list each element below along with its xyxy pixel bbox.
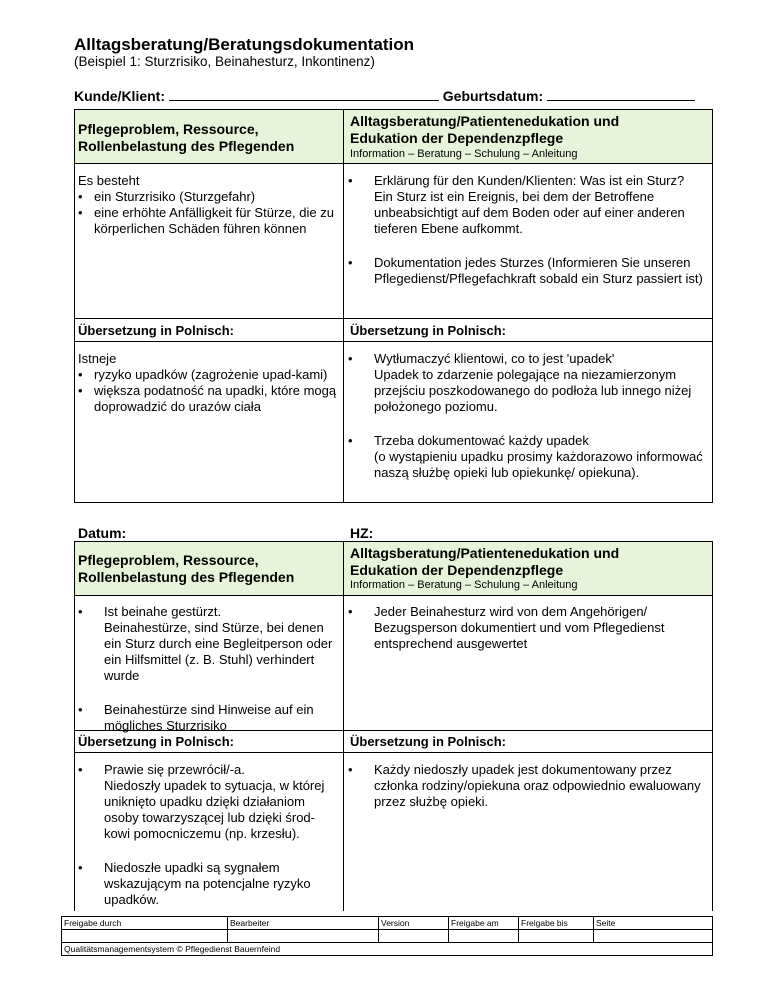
s2-right-subheader: Information – Beratung – Schulung – Anleitung	[350, 579, 578, 591]
client-line	[74, 86, 695, 104]
list-item: • Każdy niedoszły upadek jest dokumentowany przez członka rodziny/opiekuna oraz odpowiednio ewaluowany przez służbę opieki.	[348, 762, 710, 810]
s1-left-content	[78, 173, 338, 237]
footer-copyright: Qualitätsmanagementsystem © Pflegedienst Bauernfeind	[64, 944, 281, 954]
list-item: • eine erhöhte Anfälligkeit für Stürze, die zu körperlichen Schäden führen können	[78, 205, 338, 237]
client-label: Kunde/Klient:	[74, 88, 165, 104]
s1-right-subheader: Information – Beratung – Schulung – Anleitung	[350, 148, 578, 160]
s1-translation-label-left: Übersetzung in Polnisch:	[78, 323, 235, 338]
client-field[interactable]	[169, 86, 439, 101]
s2-left-header: Pflegeproblem, Ressource, Rollenbelastung des Pflegenden	[78, 552, 295, 585]
list-item: • Prawie się przewrócił/-a. Niedoszły upadek to sytuacja, w której uniknięto upadku dzięki działaniom osoby towarzyszącej lub dzięki środ-kowi pomocniczemu (np. krzesłu).	[78, 762, 340, 842]
footer-version: Version	[381, 918, 410, 928]
list-item: • Erklärung für den Kunden/Klienten: Was ist ein Sturz? Ein Sturz ist ein Ereignis, bei dem der Betroffene unbeabsichtigt auf dem Boden oder auf einer anderen tieferen Ebene aufkommt.	[348, 173, 708, 237]
list-item: • Jeder Beinahesturz wird von dem Angehörigen/ Bezugsperson dokumentiert und vom Pflegedienst entsprechend ausgewertet	[348, 604, 710, 652]
s2-pl-right-content	[348, 762, 710, 810]
list-item: • Dokumentation jedes Sturzes (Informieren Sie unseren Pflegedienst/Pflegefachkraft sobald ein Sturz passiert ist)	[348, 255, 708, 287]
list-item: • ein Sturzrisiko (Sturzgefahr)	[78, 189, 338, 205]
s1-right-content	[348, 173, 708, 287]
s2-left-content	[78, 604, 340, 734]
s2-right-content	[348, 604, 710, 652]
s1-left-intro: Es besteht	[78, 173, 140, 188]
list-item: • Niedoszłe upadki są sygnałem wskazującym na potencjalne ryzyko upadków.	[78, 860, 340, 908]
footer-freigabe-durch: Freigabe durch	[64, 918, 122, 928]
list-item: • Trzeba dokumentować każdy upadek (o wystąpieniu upadku prosimy każdorazowo informować naszą służbę opieki lub opiekunkę/ opiekuna).	[348, 433, 710, 481]
s1-right-header: Alltagsberatung/Patientenedukation und Edukation der Dependenzpflege	[350, 113, 620, 146]
s2-right-header: Alltagsberatung/Patientenedukation und Edukation der Dependenzpflege	[350, 545, 620, 578]
s1-translation-label-right: Übersetzung in Polnisch:	[350, 323, 507, 338]
list-item: • ryzyko upadków (zagrożenie upad-kami)	[78, 367, 340, 383]
s1-left-header: Pflegeproblem, Ressource, Rollenbelastung des Pflegenden	[78, 121, 295, 154]
list-item: • Ist beinahe gestürzt. Beinahestürze, sind Stürze, bei denen ein Sturz durch eine Begleitperson oder ein Hilfsmittel (z. B. Stuhl) verhindert wurde	[78, 604, 340, 684]
s2-translation-label-left: Übersetzung in Polnisch:	[78, 734, 235, 749]
page-title: Alltagsberatung/Beratungsdokumentation	[74, 35, 415, 54]
footer-seite: Seite	[596, 918, 616, 928]
list-item: • Wytłumaczyć klientowi, co to jest 'upadek' Upadek to zdarzenie polegające na niezamierzonym przejściu poszkodowanego do podłoża lub innego niżej położonego poziomu.	[348, 351, 710, 415]
footer-freigabe-bis: Freigabe bis	[521, 918, 568, 928]
s2-translation-label-right: Übersetzung in Polnisch:	[350, 734, 507, 749]
s1-pl-right-content	[348, 351, 710, 481]
footer-bearbeiter: Bearbeiter	[230, 918, 270, 928]
hz-label: HZ:	[350, 525, 374, 541]
footer-freigabe-am: Freigabe am	[451, 918, 499, 928]
list-item: • Beinahestürze sind Hinweise auf ein mögliches Sturzrisiko	[78, 702, 340, 734]
s1-pl-left-content: Istneje • ryzyko upadków (zagrożenie upad-kami) • większa podatność na upadki, które mogą doprowadzić do urazów ciała	[78, 351, 340, 415]
list-item: • większa podatność na upadki, które mogą doprowadzić do urazów ciała	[78, 383, 340, 415]
page-subtitle: (Beispiel 1: Sturzrisiko, Beinahesturz, Inkontinenz)	[74, 54, 375, 69]
birth-date-label: Geburtsdatum:	[442, 88, 544, 104]
s2-pl-left-content	[78, 762, 340, 908]
birth-date-field[interactable]	[547, 86, 695, 101]
datum-label: Datum:	[78, 525, 127, 541]
